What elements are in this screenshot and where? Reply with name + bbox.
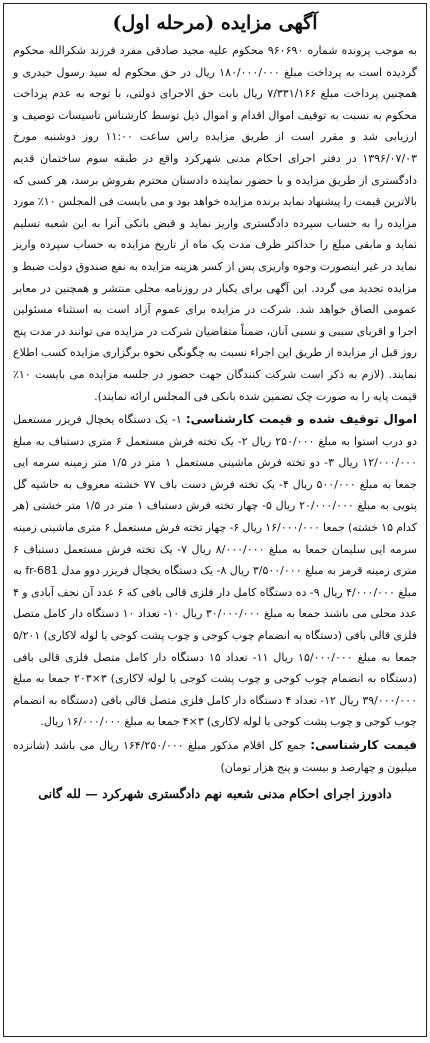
signature: دادورز اجرای احکام مدنی شعبه نهم دادگستری شهرکرد — لله گانی (38, 786, 392, 802)
seized-items-section (13, 409, 417, 733)
seized-items-list: ۱- یک دستگاه یخچال فریزر مستعمل دو درب استوا به مبلغ ۲۵۰/۰۰۰ ریال ۲- یک تخته فرش مستعمل ۶ متری دستباف به مبلغ ۱۲/۰۰۰/۰۰۰ ریال ۳- دو تخته فرش ماشینی مستعمل ۱ متر در ۱/۵ متر زمینه سرمه ایی جمعا به مبلغ ۵۰۰/۰۰۰ ریال ۴- یک تخته فرش دست باف ۷۷ خشته معروف به حاشیه گل پتویی به مبلغ ۲۰/۰۰۰/۰۰۰ ریال ۵- چهار تخته فرش دستباف ۱ متر در ۱/۵ متر خشتی (هر کدام ۱۵ خشته) جمعا ۱۶/۰۰۰/۰۰۰ ریال ۶- چهار تخته فرش مستعمل ۶ متری ماشینی زمینه سرمه ایی سلیمان جمعا به مبلغ ۸/۰۰۰/۰۰۰ ریال ۷- یک تخته فرش مستعمل دستباف ۶ متری زمینه قرمز به مبلغ ۳/۵۰۰/۰۰۰ ریال ۸- یک دستگاه یخچال فریزر دوو مدل fr-681 به مبلغ ۴/۰۰۰/۰۰۰ ریال ۹- ده دستگاه کامل دار فلزی قالی بافی که ۶ عدد آن نجف آبادی و ۴ عدد محلی می باشند جمعا به مبلغ ۳۰/۰۰۰/۰۰۰ ریال ۱۰- تعداد ۱۰ دستگاه دار کامل متصل فلزی قالی بافی (دستگاه به انضمام چوب کوجی و چوب پشت کوجی یا لوله لاکاری) ۵/۲۰۱ جمعا به مبلغ ۱۵/۰۰۰/۰۰۰ ریال ۱۱- تعداد ۱۵ دستگاه دار کامل متصل فلزی قالی بافی (دستگاه به انضمام چوب کوجی و چوب پشت کوجی یا لوله لاکاری) ۳×۲۰۳ جمعا به مبلغ ۳۹/۰۰۰/۰۰۰ ریال ۱۲- تعداد ۴ دستگاه دار کامل فلزی متصل قالی بافی (دستگاه به انضمام چوب کوجی و چوب پشت کوجی یا لوله لاکاری) ۳×۴ جمعا به مبلغ ۱۶/۰۰۰/۰۰۰ ریال. (13, 413, 418, 729)
seized-items-heading: اموال توقیف شده و قیمت کارشناسی: (185, 412, 417, 427)
notice-title: آگهی مزایده (مرحله اول) (112, 12, 318, 34)
appraisal-text: جمع کل اقلام مذکور مبلغ ۱۶۴/۲۵۰/۰۰۰ ریال می باشد (شانزده میلیون و چهارصد و بیست و پنج هزار تومان) (13, 739, 417, 774)
appraisal-section (13, 735, 417, 778)
notice-body: به موجب پرونده شماره ۹۶۰۶۹۰ محکوم علیه مجید صادقی مفرد فرزند شکرالله محکوم گردیده است به پرداخت مبلغ ۱۸۰/۰۰۰/۰۰۰ ریال در حق محکوم له سید رسول حیدری و همچنین پرداخت مبلغ ۷/۳۳۱/۱۶۶ ریال بابت حق الاجرای دولتی، با توجه به عدم پرداخت محکوم به نسبت به توقیف اموال اقدام و اموال ذیل توسط کارشناس تاسیسات توصیف و ارزیابی شد و مقرر است از طریق مزایده راس ساعت ۱۱:۰۰ روز دوشنبه مورخ ۱۳۹۶/۰۷/۰۳ در دفتر اجرای احکام مدنی شهرکرد واقع در طبقه سوم ساختمان قدیم دادگستری از طریق مزایده و با حضور نماینده دادستان محترم بفروش برسد، هر کسی که بالاترین قیمت را پیشنهاد نماید برنده مزایده خواهد بود و می بایست فی المجلس ۱۰٪ مورد مزایده را به حساب سپرده دادگستری واریز نماید و قبض بانکی آنرا به این شعبه تسلیم نماید و مابقی مبلغ را حداکثر ظرف مدت یک ماه از تاریخ مزایده به حساب سپرده واریز نماید در غیر اینصورت وجوه واریزی پس از کسر هزینه مزایده به نفع صندوق دولت ضبط و مزایده تجدید می گردد. این آگهی برای یکبار در روزنامه محلی منتشر و همچنین در معابر عمومی الصاق خواهد شد. شرکت در مزایده برای عموم آزاد است به استثناء مسئولین اجرا و اقربای سببی و نسبی آنان، ضمناً متقاضیان شرکت در مزایده می توانند در مدت پنج روز قبل از مزایده از طریق این اجراء نسبت به چگونگی نحوه برگزاری مزایده کسب اطلاع نمایند. (لازم به ذکر است شرکت کنندگان جهت حضور در جلسه مزایده می بایست ۱۰٪ قیمت پایه را به صورت چک تضمین شده بانکی فی المجلس ارائه نمایند). (13, 44, 418, 403)
appraisal-heading: قیمت کارشناسی: (310, 738, 417, 752)
auction-notice (3, 3, 427, 1037)
